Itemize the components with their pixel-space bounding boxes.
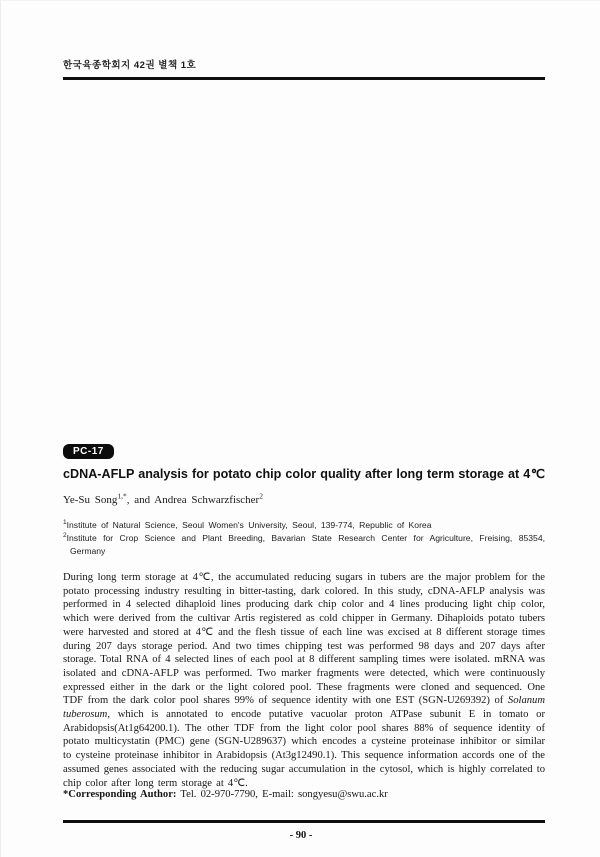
author-name-2: Andrea Schwarzfischer	[154, 494, 260, 506]
affiliation-1-text: Institute of Natural Science, Seoul Women's University, Seoul, 139-774, Republic of Korea	[66, 520, 432, 530]
paper-title: cDNA-AFLP analysis for potato chip color quality after long term storage at 4℃	[63, 467, 545, 481]
author-separator: , and	[126, 494, 155, 506]
author-1-superscript: 1,*	[117, 491, 127, 501]
affiliation-2-superscript: 2	[63, 532, 67, 540]
corresponding-author-details: Tel. 02-970-7790, E-mail: songyesu@swu.ac.kr	[176, 789, 388, 800]
corresponding-author-label: *Corresponding Author:	[63, 789, 177, 800]
footer-rule	[63, 820, 545, 823]
abstract-number-badge: PC-17	[63, 444, 114, 459]
affiliation-1	[63, 519, 545, 532]
author-2-superscript: 2	[259, 491, 263, 501]
journal-running-head: 한국육종학회지 42권 별책 1호	[63, 60, 197, 71]
abstract-species-name: Solanum tuberosum,	[63, 695, 545, 721]
affiliation-list	[63, 519, 545, 558]
abstract-text-part-1: During long term storage at 4℃, the accumulated reducing sugars in tubers are the major problem for the potato processing industry resulting in bitter-tasting, dark colored. In this study, cDNA-AFLP analysis was performed in 4 selected dihaploid lines producing dark chip color and 4 lines producing light chip color, which were derived from the cultivar Artis registered as cold chipper in Germany. Dihaploids potato tubers were harvested and stored at 4℃ and the flesh tissue of each line was excised at 8 different storage times during 207 days storage period. And two times chipping test was performed 98 days and 207 days after storage. Total RNA of 4 selected lines of each pool at 8 different sampling times were isolated. mRNA was isolated and cDNA-AFLP was performed. Two marker fragments were detected, which were continuously expressed either in the dark or the light colored pool. These fragments were cloned and sequenced. One TDF from the dark color pool shares 99% of sequence identity with one EST (SGN-U269392) of	[63, 572, 545, 707]
abstract-body	[63, 571, 545, 790]
affiliation-2	[63, 532, 545, 558]
affiliation-1-superscript: 1	[63, 519, 67, 527]
affiliation-2-text: Institute for Crop Science and Plant Breeding, Bavarian State Research Center for Agriculture, Freising, 85354, Germany	[66, 533, 545, 556]
corresponding-author-line	[63, 789, 545, 800]
author-line	[63, 491, 545, 506]
header-rule	[63, 77, 545, 80]
abstract-text-part-2: which is annotated to encode putative vacuolar proton ATPase subunit E in tomato or Arabidopsis(At1g64200.1). The other TDF from the light color pool shares 88% of sequence identity of potato multicystatin (PMC) gene (SGN-U289637) which encodes a cysteine proteinase inhibitor or similar to cysteine proteinase inhibitor in Arabidopsis (At3g12490.1). This sequence information accords one of the assumed genes associated with the reducing sugar accumulation in the cytosol, which is highly correlated to chip color after long term storage at 4℃.	[63, 709, 545, 789]
author-name-1: Ye-Su Song	[63, 494, 118, 506]
page-number: - 90 -	[289, 830, 313, 841]
